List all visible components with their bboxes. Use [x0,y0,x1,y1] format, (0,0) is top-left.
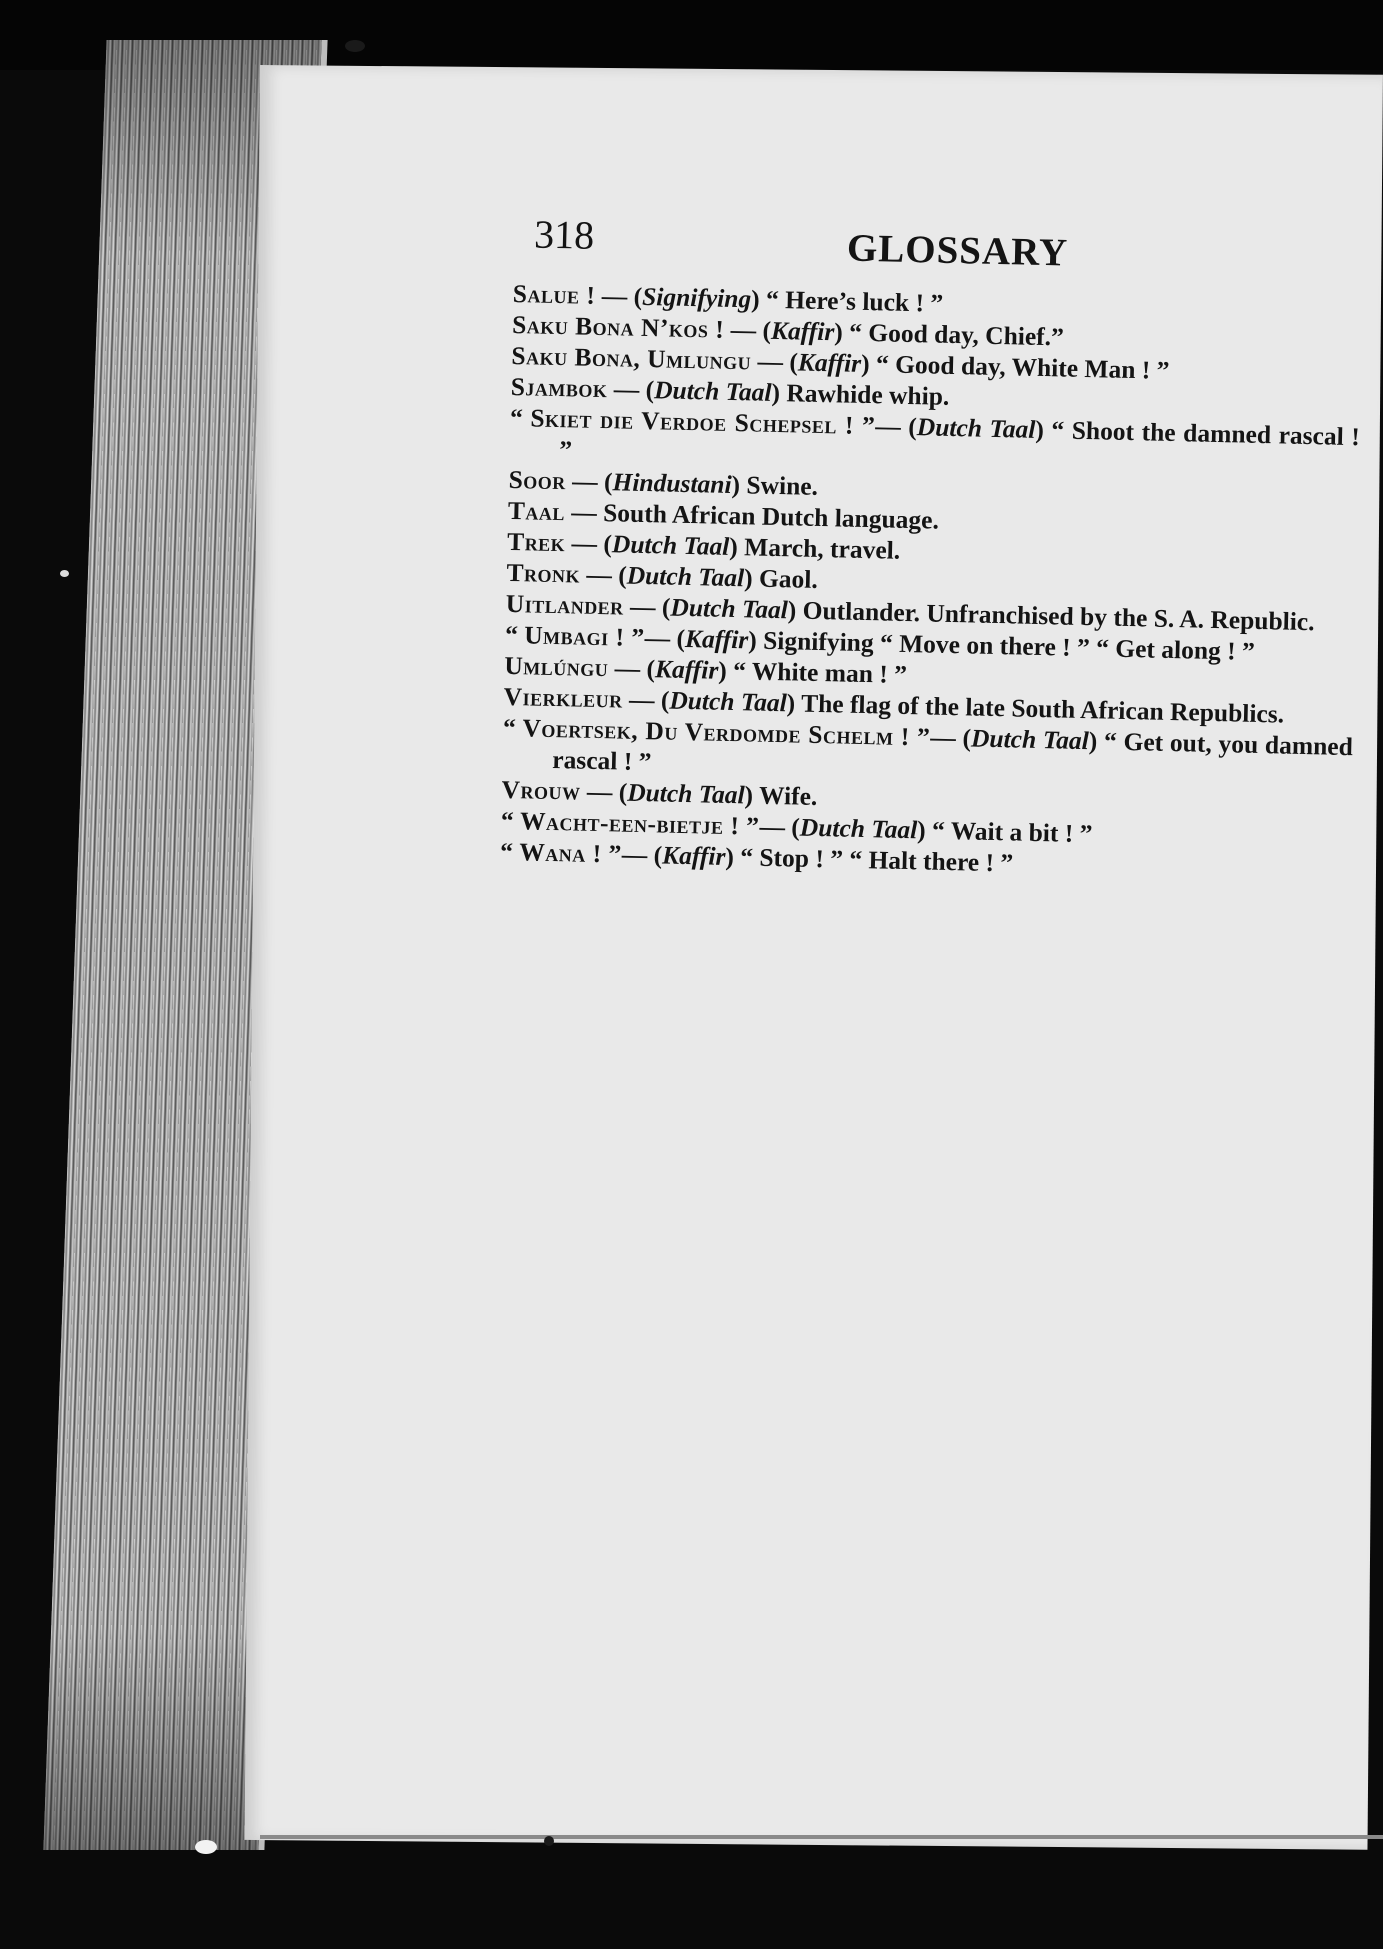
entry-language: Kaffir [654,654,719,685]
entry-definition: ) Wife. [744,780,818,812]
glossary-text-block [500,200,1365,886]
entry-definition: ) March, travel. [729,531,901,565]
entry-term: Uitlander [505,588,625,621]
entry-definition: ) Outlander. Unfranchised by the S. A. Republic. [787,595,1315,637]
entry-dash: — ( [724,314,772,345]
entry-definition: ) “ Wait a bit ! ” [916,815,1093,849]
entry-term: Vierkleur [503,681,623,714]
entry-term: Soor [508,464,567,496]
entry-definition: ) “ White man ! ” [718,655,908,690]
entry-term: Wana ! ” [519,837,623,869]
entry-dash: — ( [644,623,686,653]
entry-term: Trek [506,526,566,558]
entry-definition: ) “ Here’s luck ! ” [750,284,944,318]
entry-definition: ) “ Shoot the damned rascal ! ” [559,414,1361,465]
entry-term: Taal [507,495,566,527]
entry-language: Dutch Taal [626,560,745,593]
entry-term: Skiet die Verdoe Schepsel ! ” [530,403,876,441]
entry-definition: ) “ Good day, White Man ! ” [860,348,1170,385]
entry-term: Vrouw [501,774,581,806]
entry-dash: — ( [565,466,613,497]
entry-term: Umbagi ! ” [523,620,645,653]
entry-term: Saku Bona, Umlungu [511,340,752,376]
entry-definition: ) “ Get out, you damned rascal ! ” [551,726,1354,777]
entry-dash: — ( [750,346,799,377]
entry-term: Voertsek, Du Verdomde Schelm ! ” [522,713,931,752]
entry-definition: ) The flag of the late South African Republics. [786,688,1285,729]
entry-language: Dutch Taal [626,777,745,810]
entry-language: Dutch Taal [799,812,918,845]
page-bottom-edge [260,1835,1383,1839]
entry-dash: — ( [874,411,918,442]
entry-language: Dutch Taal [611,529,730,561]
entry-term: Wacht-een-bietje ! ” [519,806,760,841]
entry-language: Dutch Taal [669,685,788,718]
dust-speck [345,40,365,52]
entry-language: Kaffir [797,347,862,378]
entry-language: Kaffir [661,840,726,871]
entry-language: Dutch Taal [670,592,789,625]
running-title: GLOSSARY [846,226,1069,275]
entry-term: Salue ! [512,278,596,310]
entry-definition: South African Dutch language. [602,498,940,535]
entry-language: Kaffir [684,623,749,655]
entry-open-quote: “ [509,402,531,433]
entry-open-quote: “ [504,619,525,650]
glossary-entries [500,278,1363,886]
entry-dash: — ( [759,811,801,842]
entry-term: Saku Bona N’kos ! [511,309,725,344]
entry-dash: — ( [621,839,663,870]
entry-language: Dutch Taal [916,412,1036,444]
entry-open-quote: “ [500,805,521,836]
entry-term: Umlúngu [504,650,609,683]
entry-open-quote: “ [502,712,523,743]
entry-language: Dutch Taal [970,723,1090,756]
entry-dash: — ( [564,528,613,559]
entry-definition: ) Signifying “ Move on there ! ” “ Get along ! ” [747,625,1256,666]
entry-open-quote: “ [499,836,520,867]
entry-definition: ) Gaol. [743,563,819,594]
dust-speck [544,1836,554,1846]
entry-dash: — ( [579,559,628,590]
entry-dash: — ( [929,722,972,753]
entry-language: Signifying [641,281,752,314]
entry-dash: — ( [622,684,670,715]
entry-dash: — ( [595,280,643,311]
entry-definition: ) Rawhide whip. [771,377,950,411]
dust-speck [195,1840,217,1854]
entry-language: Hindustani [612,467,732,499]
entry-term: Tronk [506,557,581,589]
entry-language: Dutch Taal [653,375,772,407]
entry-dash: — ( [608,653,656,684]
entry-definition: ) “ Stop ! ” “ Halt there ! ” [725,841,1014,878]
dust-speck [60,570,69,577]
entry-definition: ) Swine. [731,469,819,501]
entry-dash: — ( [580,776,628,807]
entry-dash: — [564,497,604,528]
entry-dash: — ( [607,374,655,405]
entry-definition: ) “ Good day, Chief.” [834,317,1065,352]
entry-dash: — ( [623,591,671,622]
entry-term: Sjambok [510,371,608,404]
page-number: 318 [533,211,595,258]
entry-language: Kaffir [770,315,835,347]
